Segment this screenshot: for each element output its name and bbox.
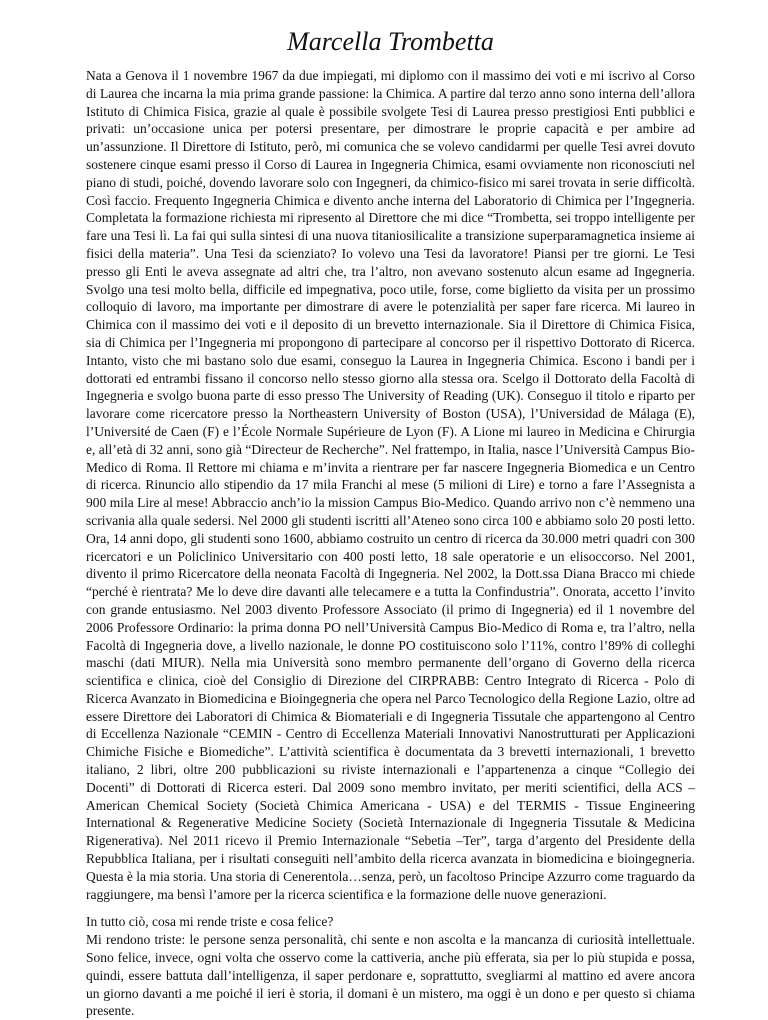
document-title: Marcella Trombetta [287, 27, 494, 56]
paragraph-spacer [86, 903, 695, 913]
closing-answer-paragraph: Mi rendono triste: le persone senza personalità, chi sente e non ascolta e la mancanza di curiosità intellettuale. Sono felice, invece, ogni volta che osservo come la cattiveria, anche più efferata, sia per lo più stupida e possa, quindi, essere battuta dall’intelligenza, il saper perdonare e, soprattutto, svegliarmi al mattino ed avere ancora un giorno davanti a me poiché il ieri è storia, il domani è un mistero, ma oggi è un dono e per questo si chiama presente. [86, 932, 695, 1019]
document-page [86, 26, 695, 1020]
biography-paragraph: Nata a Genova il 1 novembre 1967 da due impiegati, mi diplomo con il massimo dei voti e mi iscrivo al Corso di Laurea che incarna la mia prima grande passione: la Chimica. A partire dal terzo anno sono interna dell’allora Istituto di Chimica Fisica, grazie al quale è possibile svolgete Tesi di Laurea presso prestigiosi Enti pubblici e privati: un’occasione unica per potersi presentare, per dimostrare le proprie capacità e per ambire ad un’assunzione. Il Direttore di Istituto, però, mi comunica che se volevo candidarmi per quelle Tesi avrei dovuto sostenere cinque esami presso il Corso di Laurea in Ingegneria Chimica, esami ovviamente non riconosciuti nel piano di studi, poiché, dovendo lavorare solo con Ingegneri, da chimico-fisico mi sarei trovata in serie difficoltà. Così faccio. Frequento Ingegneria Chimica e divento anche interna del Laboratorio di Chimica per l’Ingegneria. Completata la formazione richiesta mi ripresento al Direttore che mi dice “Trombetta, sei troppo intelligente per fare una Tesi lì. La fai qui sulla sintesi di una nuova titaniosilicalite a transizione superparamagnetica insieme ai fisici della materia”. Una Tesi da scienziato? Io volevo una Tesi da lavoratore! Piansi per tre giorni. Le Tesi presso gli Enti le aveva assegnate ad altri che, tra l’altro, non avevano sostenuto alcun esame ad Ingegneria. Svolgo una tesi molto bella, difficile ed impegnativa, poco utile, forse, come biglietto da visita per un prossimo colloquio di lavoro, ma importante per dimostrare di avere le potenzialità per saper fare ricerca. Mi laureo in Chimica con il massimo dei voti e il deposito di un brevetto internazionale. Sia il Direttore di Chimica Fisica, sia di Chimica per l’Ingegneria mi propongono di partecipare al concorso per il rispettivo Dottorato di Ricerca. Intanto, visto che mi bastano solo due esami, conseguo la Laurea in Ingegneria Chimica. Escono i bandi per i dottorati ed entrambi fissano il concorso nello stesso giorno alla stessa ora. Scelgo il Dottorato della Facoltà di Ingegneria e svolgo buona parte di esso presso The University of Reading (UK). Conseguo il titolo e riparto per lavorare come ricercatore presso la Northeastern University of Boston (USA), l’Universidad de Málaga (E), l’Université de Caen (F) e l’École Normale Supérieure de Lyon (F). A Lione mi laureo in Medicina e Chirurgia e, all’età di 32 anni, sono già “Directeur de Recherche”. Nel frattempo, in Italia, nasce l’Università Campus Bio-Medico di Roma. Il Rettore mi chiama e m’invita a rientrare per far nascere Ingegneria Biomedica e un Centro di ricerca. Rinuncio allo stipendio da 17 mila Franchi al mese (5 milioni di Lire) e torno a fare l’Assegnista a 900 mila Lire al mese! Abbraccio anch’io la mission Campus Bio-Medico. Quando arrivo non c’è nemmeno una scrivania alla quale sedersi. Nel 2000 gli studenti iscritti all’Ateneo sono circa 100 e abbiamo solo 20 posti letto. Ora, 14 anni dopo, gli studenti sono 1600, abbiamo costruito un centro di ricerca da 30.000 metri quadri con 300 ricercatori e un Policlinico Universitario con 400 posti letto, 18 sale operatorie e un elisoccorso. Nel 2001, divento il primo Ricercatore della neonata Facoltà di Ingegneria. Nel 2002, la Dott.ssa Diana Bracco mi chiede “perché è rientrata? Me lo deve dire davanti alle telecamere e a tutta la Confindustria”. Onorata, accetto l’invito con grande entusiasmo. Nel 2003 divento Professore Associato (il primo di Ingegneria) ed il 1 novembre del 2006 Professore Ordinario: la prima donna PO nell’Università Campus Bio-Medico di Roma e, tra l’altro, nella Facoltà di Ingegneria dove, a livello nazionale, le donne PO costituiscono solo l’11%, contro l’89% di colleghi maschi (dati MIUR). Nella mia Università sono membro permanente dell’organo di Governo della ricerca scientifica e clinica, cioè del Consiglio di Direzione del CIRPRABB: Centro Integrato di Ricerca - Polo di Ricerca Avanzato in Biomedicina e Bioingegneria che opera nel Parco Tecnologico della Regione Lazio, oltre ad essere Direttore dei Laboratori di Chimica & Biomateriali e di Ingegneria Tissutale che appartengono al Centro di Eccellenza Nazionale “CEMIN - Centro di Eccellenza Materiali Innovativi Nanostrutturati per Applicazioni Chimiche Fisiche e Biomediche”. L’attività scientifica è documentata da 3 brevetti internazionali, 1 brevetto italiano, 2 libri, oltre 200 pubblicazioni su riviste internazionali e l’appartenenza a cinque “Collegio dei Docenti” di Dottorati di Ricerca esteri. Dal 2009 sono membro invitato, per meriti scientifici, della ACS – American Chemical Society (Società Chimica Americana - USA) e del TERMIS - Tissue Engineering International & Regenerative Medicine Society (Società Internazionale di Ingegneria Tissutale & Medicina Rigenerativa). Nel 2011 ricevo il Premio Internazionale “Sebetia –Ter”, targa d’argento del Presidente della Repubblica Italiana, per i risultati conseguiti nell’ambito della ricerca avanzata in biomedicina e bioingegneria. Questa è la mia storia. Una storia di Cenerentola…senza, però, un facoltoso Principe Azzurro come traguardo da raggiungere, ma bensì l’amore per la ricerca scientifica e la formazione delle nuove generazioni. [86, 68, 695, 902]
closing-question: In tutto ciò, cosa mi rende triste e cosa felice? [86, 914, 334, 930]
